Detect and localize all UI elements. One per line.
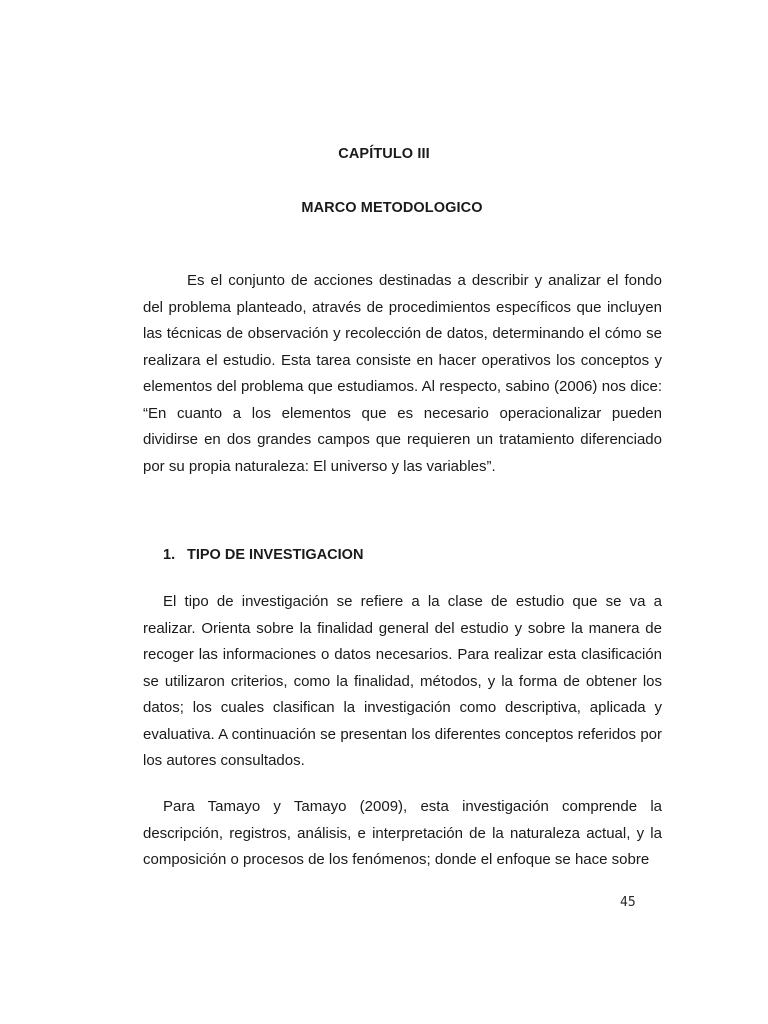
intro-paragraph: Es el conjunto de acciones destinadas a describir y analizar el fondo del problema planteado, através de procedimientos específicos que incluyen las técnicas de observación y recolección de datos, determinando el cómo se realizara el estudio. Esta tarea consiste en hacer operativos los conceptos y elementos del problema que estudiamos. Al respecto, sabino (2006) nos dice: “En cuanto a los elementos que es necesario operacionalizar pueden dividirse en dos grandes campos que requieren un tratamiento diferenciado por su propia naturaleza: El universo y las variables”. <box>143 272 662 475</box>
section-heading <box>163 547 363 563</box>
section-paragraph: Para Tamayo y Tamayo (2009), esta investigación comprende la descripción, registros, análisis, e interpretación de la naturaleza actual, y la composición o procesos de los fenómenos; donde el enfoque se hace sobre <box>143 798 662 868</box>
chapter-heading: CAPÍTULO III <box>338 146 430 162</box>
section-title: TIPO DE INVESTIGACION <box>187 547 364 563</box>
chapter-title: MARCO METODOLOGICO <box>301 200 483 216</box>
section-paragraph: El tipo de investigación se refiere a la clase de estudio que se va a realizar. Orienta sobre la finalidad general del estudio y sobre la manera de recoger las informaciones o datos necesarios. Para realizar esta clasificación se utilizaron criterios, como la finalidad, métodos, y la forma de obtener los datos; los cuales clasifican la investigación como descriptiva, aplicada y evaluativa. A continuación se presentan los diferentes conceptos referidos por los autores consultados. <box>143 593 662 769</box>
section-number: 1. <box>163 547 176 563</box>
page-number: 45 <box>620 895 636 910</box>
